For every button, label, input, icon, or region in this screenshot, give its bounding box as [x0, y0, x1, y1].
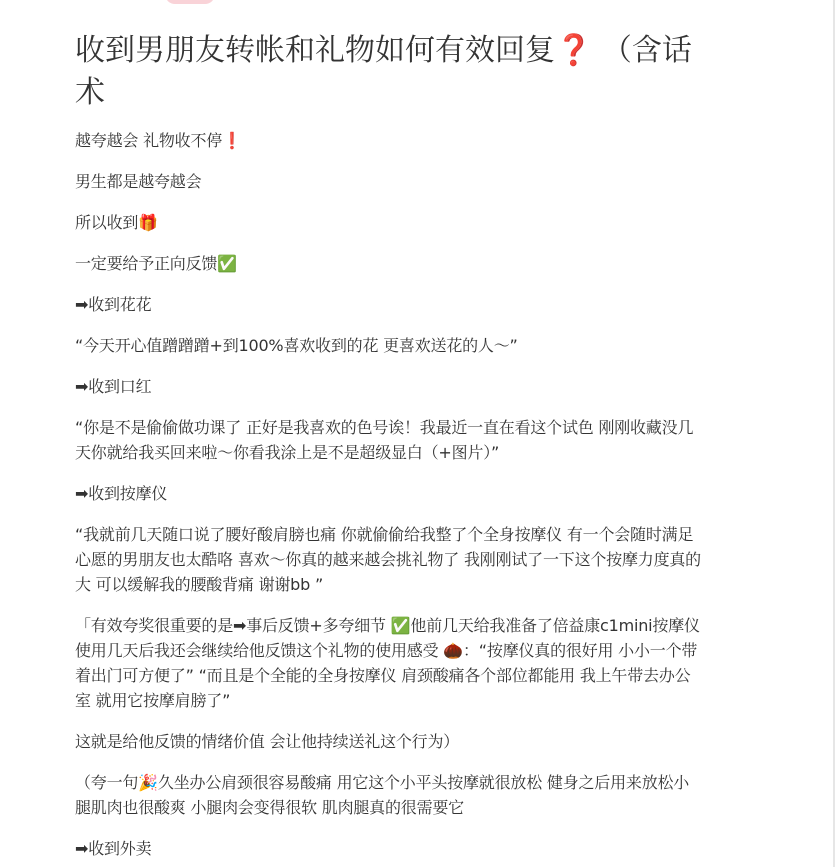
paragraph: 男生都是越夸越会	[75, 172, 202, 191]
section-heading: ➡收到外卖	[75, 839, 152, 858]
section-heading: ➡收到花花	[75, 295, 152, 314]
paragraph: 一定要给予正向反馈✅	[75, 254, 237, 273]
quote-paragraph: “你是不是偷偷做功课了 正好是我喜欢的色号诶！我最近一直在看这个试色 刚刚收藏没几天你就给我买回来啦～你看我涂上是不是超级显白（+图片）”	[75, 418, 694, 462]
article-title: 收到男朋友转帐和礼物如何有效回复❓ （含话术	[75, 33, 692, 110]
section-heading: ➡收到按摩仪	[75, 484, 168, 503]
quote-paragraph: “今天开心值蹭蹭蹭+到100%喜欢收到的花 更喜欢送花的人～”	[75, 336, 518, 355]
paragraph: （夸一句🎉久坐办公肩颈很容易酸痛 用它这个小平头按摩就很放松 健身之后用来放松小腿肌肉也很酸爽 小腿肉会变得很软 肌肉腿真的很需要它	[75, 773, 690, 817]
paragraph: 所以收到🎁	[75, 213, 158, 232]
paragraph: 越夸越会 礼物收不停❗	[75, 131, 242, 150]
paragraph: 「有效夸奖很重要的是➡事后反馈+多夸细节 ✅他前几天给我准备了倍益康c1mini按摩仪 使用几天后我还会继续给他反馈这个礼物的使用感受 🌰：“按摩仪真的很好用 小小一个带着出门可方便了” “而且是个全能的全身按摩仪 肩颈酸痛各个部位都能用 我上午带去办公室 就用它按摩肩膀了”	[75, 616, 705, 710]
quote-paragraph: “我就前几天随口说了腰好酸肩膀也痛 你就偷偷给我整了个全身按摩仪 有一个会随时满足心愿的男朋友也太酷咯 喜欢～你真的越来越会挑礼物了 我刚刚试了一下这个按摩力度真的大 可以缓解我的腰酸背痛 谢谢bb ”	[75, 525, 701, 594]
article-body	[75, 128, 703, 861]
top-decoration	[165, 0, 215, 4]
article	[75, 30, 703, 861]
section-heading: ➡收到口红	[75, 377, 152, 396]
paragraph: 这就是给他反馈的情绪价值 会让他持续送礼这个行为）	[75, 732, 460, 751]
